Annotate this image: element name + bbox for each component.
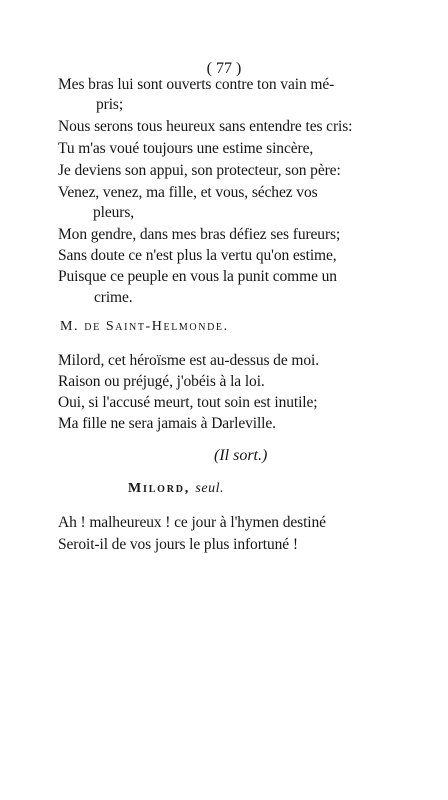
verse-line: Sans doute ce n'est plus la vertu qu'on estime, xyxy=(58,247,337,264)
verse-line: Venez, venez, ma fille, et vous, séchez vos xyxy=(58,184,318,201)
verse-line: Ah ! malheureux ! ce jour à l'hymen destiné xyxy=(58,514,326,531)
verse-line: Ma fille ne sera jamais à Darleville. xyxy=(58,415,276,432)
speaker-name: M. de Saint-Helmonde. xyxy=(60,319,229,334)
verse-line: crime. xyxy=(94,289,133,306)
stage-direction: (Il sort.) xyxy=(214,447,268,464)
page-number: ( 77 ) xyxy=(206,60,242,77)
verse-line: Je deviens son appui, son protecteur, son père: xyxy=(58,162,341,179)
speaker-note: seul. xyxy=(195,481,224,496)
verse-line: Tu m'as voué toujours une estime sincère, xyxy=(58,140,314,157)
speaker-heading xyxy=(128,479,224,499)
verse-line: Oui, si l'accusé meurt, tout soin est inutile; xyxy=(58,394,318,411)
verse-line: Milord, cet héroïsme est au-dessus de moi. xyxy=(58,352,319,369)
verse-line: Nous serons tous heureux sans entendre tes cris: xyxy=(58,118,353,135)
verse-line: Mon gendre, dans mes bras défiez ses fureurs; xyxy=(58,226,341,243)
verse-line: Seroit-il de vos jours le plus infortuné ! xyxy=(58,536,298,553)
verse-line: Mes bras lui sont ouverts contre ton vain mé- xyxy=(58,76,335,93)
verse-line: pleurs, xyxy=(93,204,135,221)
verse-line: pris; xyxy=(96,96,124,113)
speaker-name: Milord, xyxy=(128,481,191,496)
verse-line: Raison ou préjugé, j'obéis à la loi. xyxy=(58,373,265,390)
verse-line: Puisque ce peuple en vous la punit comme un xyxy=(58,268,337,285)
